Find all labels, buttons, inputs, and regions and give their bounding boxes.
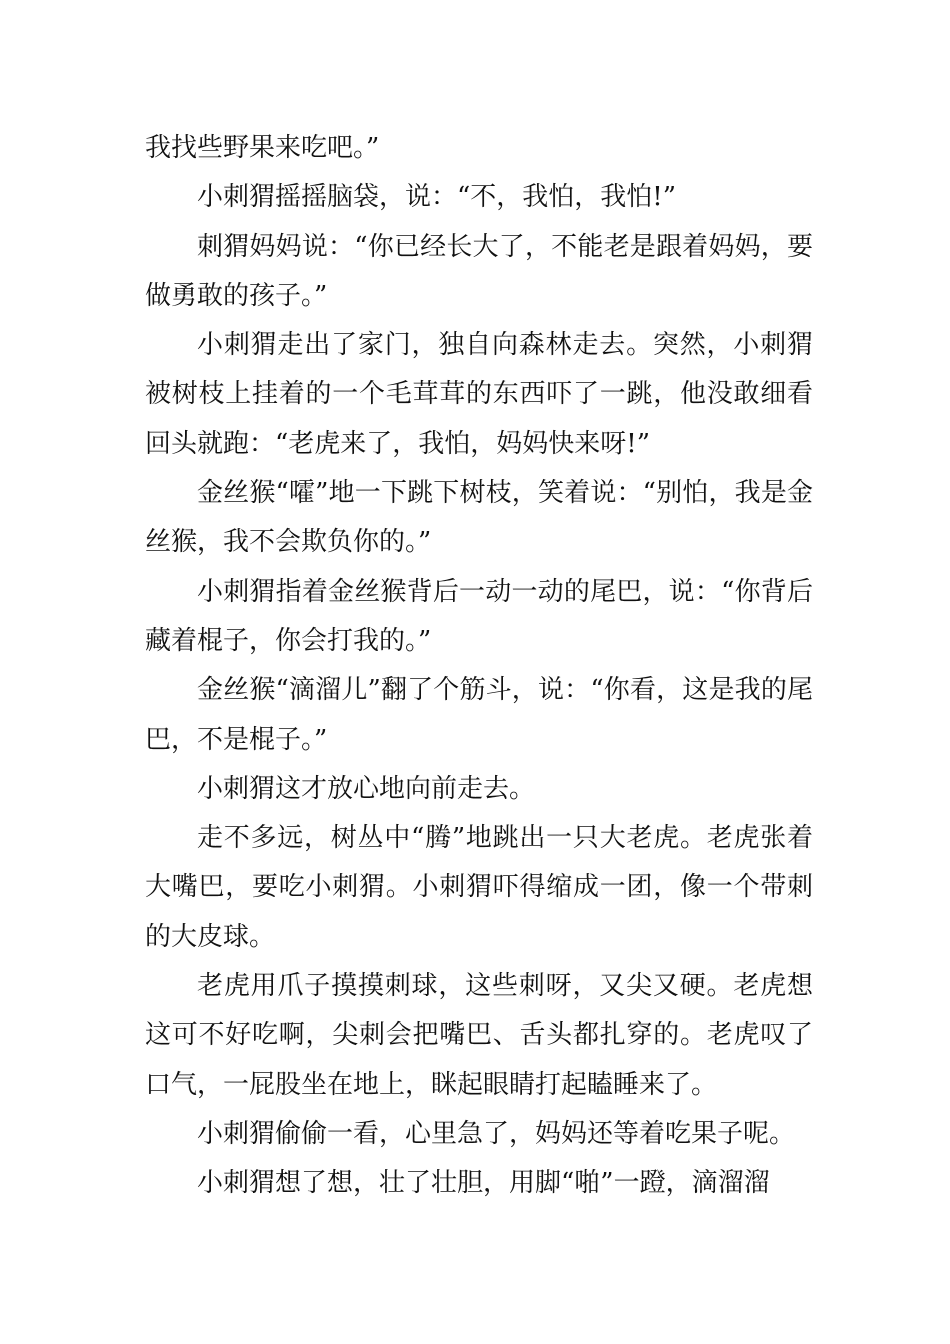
paragraph: 小刺猬摇摇脑袋，说：“不，我怕，我怕!” <box>197 182 677 213</box>
paragraph: 小刺猬这才放心地向前走去。 <box>197 773 536 804</box>
paragraph: 老虎用爪子摸摸刺球，这些刺呀，又尖又硬。老虎想这可不好吃啊，尖刺会把嘴巴、舌头都扎穿的。老虎叹了口气，一屁股坐在地上，眯起眼睛打起瞌睡来了。 <box>145 971 813 1100</box>
paragraph: 小刺猬走出了家门，独自向森林走去。突然，小刺猬被树枝上挂着的一个毛茸茸的东西吓了一跳，他没敢细看回头就跑：“老虎来了，我怕，妈妈快来呀!” <box>145 330 813 459</box>
document-page <box>145 124 813 1209</box>
paragraph: 金丝猴“嚯”地一下跳下树枝，笑着说：“别怕，我是金丝猴，我不会欺负你的。” <box>145 478 813 558</box>
paragraph: 小刺猬想了想，壮了壮胆，用脚“啪”一蹬，滴溜溜 <box>197 1168 770 1199</box>
paragraph: 金丝猴“滴溜儿”翻了个筋斗，说：“你看，这是我的尾巴，不是棍子。” <box>145 675 813 755</box>
paragraph: 小刺猬指着金丝猴背后一动一动的尾巴，说：“你背后藏着棍子，你会打我的。” <box>145 576 813 656</box>
paragraph: 走不多远，树丛中“腾”地跳出一只大老虎。老虎张着大嘴巴，要吃小刺猬。小刺猬吓得缩成一团，像一个带刺的大皮球。 <box>145 823 813 952</box>
paragraph: 刺猬妈妈说：“你已经长大了，不能老是跟着妈妈，要做勇敢的孩子。” <box>145 231 813 311</box>
paragraph: 小刺猬偷偷一看，心里急了，妈妈还等着吃果子呢。 <box>197 1118 796 1149</box>
paragraph-continuation: 我找些野果来吃吧。” <box>145 133 380 163</box>
